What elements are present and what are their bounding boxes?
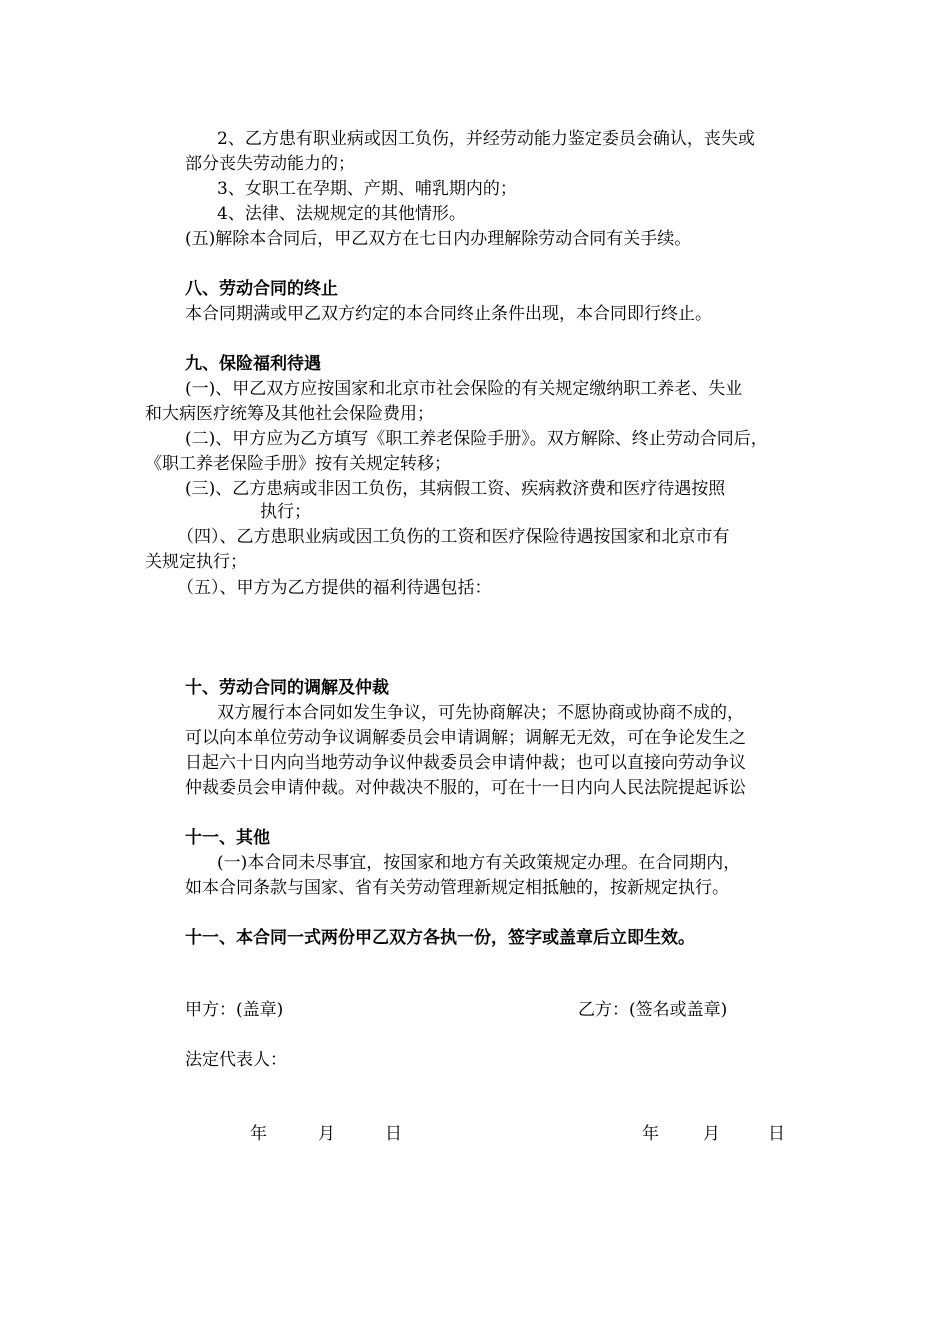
clause-line: 《职工养老保险手册》按有关规定转移； — [145, 454, 451, 474]
clause-line: (三)、乙方患病或非因工负伤，其病假工资、疾病救济费和医疗待遇按照 — [185, 479, 726, 499]
clause-line: 2、乙方患有职业病或因工负伤，并经劳动能力鉴定委员会确认，丧失或 — [217, 129, 755, 149]
clause-line: 3、女职工在孕期、产期、哺乳期内的； — [217, 179, 517, 199]
clause-line: 和大病医疗统筹及其他社会保险费用； — [145, 404, 434, 424]
section-heading-other: 十一、其他 — [185, 828, 270, 848]
section-heading-termination: 八、劳动合同的终止 — [185, 279, 338, 299]
clause-line: (二)、甲方应为乙方填写《职工养老保险手册》。双方解除、终止劳动合同后， — [185, 429, 768, 449]
party-a-date-month: 月 — [318, 1124, 335, 1144]
clause-line: （五）、甲方为乙方提供的福利待遇包括： — [177, 578, 492, 598]
party-b-date-month: 月 — [703, 1124, 720, 1144]
clause-line: 执行； — [260, 502, 311, 522]
clause-line: (一)、甲乙双方应按国家和北京市社会保险的有关规定缴纳职工养老、失业 — [185, 379, 743, 399]
section-heading-insurance: 九、保险福利待遇 — [185, 354, 321, 374]
party-a-date-day: 日 — [385, 1124, 402, 1144]
party-b-date-day: 日 — [768, 1124, 785, 1144]
section-heading-arbitration: 十、劳动合同的调解及仲裁 — [185, 678, 389, 698]
party-a-date-year: 年 — [250, 1124, 267, 1144]
clause-line: 关规定执行； — [145, 552, 247, 572]
clause-line: 部分丧失劳动能力的； — [185, 154, 355, 174]
clause-line: 如本合同条款与国家、省有关劳动管理新规定相抵触的，按新规定执行。 — [185, 878, 729, 898]
party-a-signature-label: 甲方：(盖章) — [185, 1000, 284, 1020]
party-b-date-year: 年 — [642, 1124, 659, 1144]
clause-line: （四）、乙方患职业病或因工负伤的工资和医疗保险待遇按国家和北京市有 — [177, 527, 730, 547]
clause-line: (一)本合同未尽事宜，按国家和地方有关政策规定办理。在合同期内， — [217, 853, 741, 873]
clause-line: 仲裁委员会申请仲裁。对仲裁决不服的，可在十一日内向人民法院提起诉讼 — [185, 778, 746, 798]
clause-line: 日起六十日内向当地劳动争议仲裁委员会申请仲裁；也可以直接向劳动争议 — [185, 753, 746, 773]
clause-line: 可以向本单位劳动争议调解委员会申请调解；调解无无效，可在争论发生之 — [185, 728, 746, 748]
clause-line: 4、法律、法规规定的其他情形。 — [217, 204, 466, 224]
legal-representative-label: 法定代表人： — [185, 1050, 287, 1070]
section-heading-copies: 十一、本合同一式两份甲乙双方各执一份，签字或盖章后立即生效。 — [185, 928, 695, 948]
party-b-signature-label: 乙方：(签名或盖章) — [578, 1000, 728, 1020]
clause-line: 双方履行本合同如发生争议，可先协商解决；不愿协商或协商不成的， — [217, 703, 744, 723]
clause-line: (五)解除本合同后，甲乙双方在七日内办理解除劳动合同有关手续。 — [185, 229, 692, 249]
clause-line: 本合同期满或甲乙双方约定的本合同终止条件出现，本合同即行终止。 — [185, 304, 712, 324]
